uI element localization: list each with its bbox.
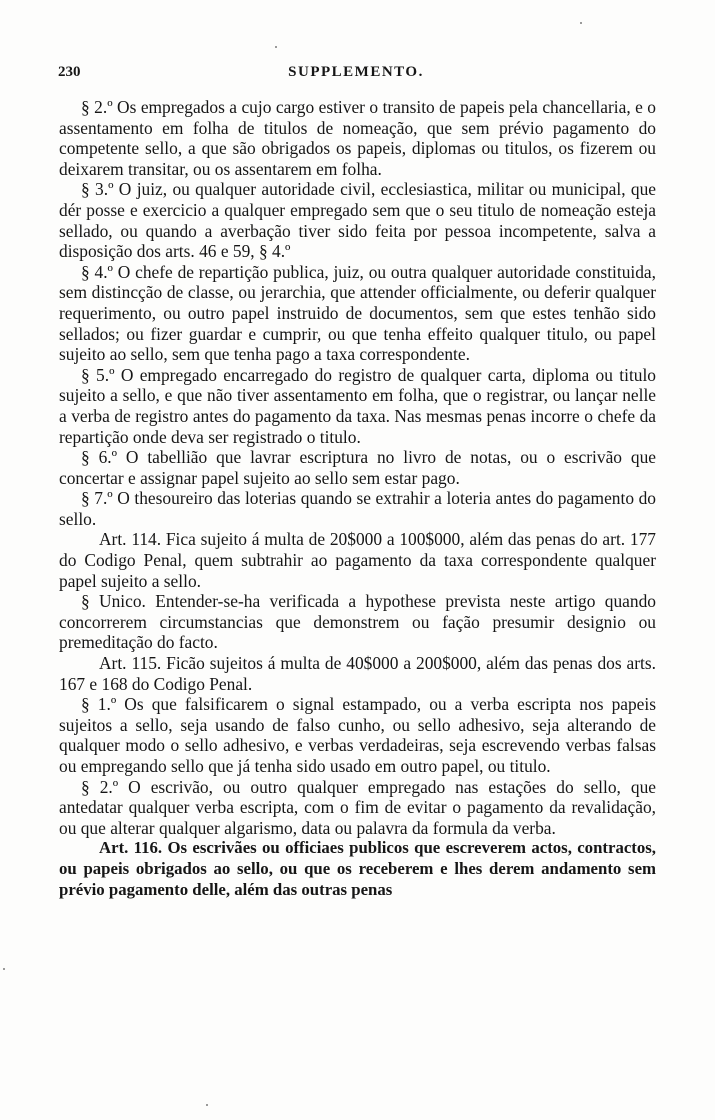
paragraph-section-3: § 3.º O juiz, ou qualquer autoridade civil, ecclesiastica, militar ou municipal, que dér posse e exercicio a qualquer empregado sem que o seu titulo de nomeação esteja sellado, ou quando a averbação tiver sido feita por pessoa incompetente, salva a disposição dos arts. 46 e 59, § 4.º	[59, 179, 656, 262]
print-speck	[580, 22, 582, 24]
paragraph-article-114: Art. 114. Fica sujeito á multa de 20$000 a 100$000, além das penas do art. 177 do Codigo Penal, quem subtrahir ao pagamento da taxa correspondente qualquer papel sujeito a sello.	[59, 529, 656, 591]
paragraph-article-115-section-1: § 1.º Os que falsificarem o signal estampado, ou a verba escripta nos papeis sujeitos a sello, seja usando de falso cunho, ou sello adhesivo, seja alterando de qualquer modo o sello adhesivo, e verbas verdadeiras, seja escrevendo verbas falsas ou empregando sello que já tenha sido usado em outro papel, ou titulo.	[59, 694, 656, 776]
paragraph-article-116: Art. 116. Os escrivães ou officiaes publicos que escreverem actos, contractos, ou papeis obrigados ao sello, ou que os receberem e lhes derem andamento sem prévio pagamento delle, além das outras penas	[59, 838, 656, 899]
paragraph-section-4: § 4.º O chefe de repartição publica, juiz, ou outra qualquer autoridade constituida, sem distincção de classe, ou jerarchia, que attender officialmente, ou deferir qualquer requerimento, ou outro papel instruido de documentos, sem que estes tenhão sido sellados; ou fizer guardar e cumprir, ou que tenha effeito qualquer titulo, ou papel sujeito ao sello, sem que tenha pago a taxa correspondente.	[59, 261, 656, 365]
body-text	[59, 97, 656, 900]
print-speck	[206, 1104, 208, 1106]
paragraph-article-115-section-2: § 2.º O escrivão, ou outro qualquer empregado nas estações do sello, que antedatar qualquer verba escripta, com o fim de evitar o pagamento da revalidação, ou que alterar qualquer algarismo, data ou palavra da formula da verba.	[59, 776, 656, 838]
print-speck	[275, 46, 277, 48]
paragraph-article-114-unico: § Unico. Entender-se-ha verificada a hypothese prevista neste artigo quando concorrerem circumstancias que demonstrem ou fação presumir designio ou premeditação do facto.	[59, 591, 656, 653]
paragraph-section-2: § 2.º Os empregados a cujo cargo estiver o transito de papeis pela chancellaria, e o assentamento em folha de titulos de nomeação, que sem prévio pagamento do competente sello, a que são obrigados os papeis, diplomas ou titulos, os fizerem ou deixarem transitar, ou os assentarem em folha.	[59, 97, 656, 179]
paragraph-section-6: § 6.º O tabellião que lavrar escriptura no livro de notas, ou o escrivão que concertar e assignar papel sujeito ao sello sem estar pago.	[59, 447, 656, 488]
running-title: SUPPLEMENTO.	[288, 64, 424, 80]
page-number: 230	[58, 64, 81, 80]
paragraph-section-5: § 5.º O empregado encarregado do registro de qualquer carta, diploma ou titulo sujeito a sello, e que não tiver assentamento em folha, que o registrar, ou lançar nelle a verba de registro antes do pagamento da taxa. Nas mesmas penas incorre o chefe da repartição onde deva ser registrado o titulo.	[59, 364, 656, 447]
print-speck	[3, 968, 5, 970]
paragraph-article-115: Art. 115. Ficão sujeitos á multa de 40$000 a 200$000, além das penas dos arts. 167 e 168 do Codigo Penal.	[59, 653, 656, 694]
running-head	[58, 64, 654, 86]
paragraph-section-7: § 7.º O thesoureiro das loterias quando se extrahir a loteria antes do pagamento do sello.	[59, 488, 656, 529]
